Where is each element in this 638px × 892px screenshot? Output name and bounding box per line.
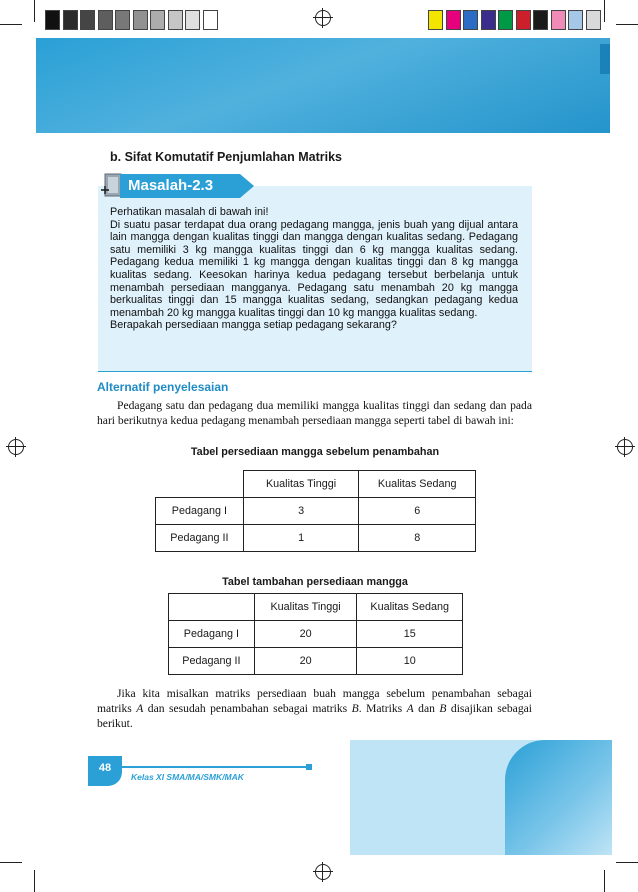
page-number: 48: [88, 756, 122, 786]
table2-header-cell: Kualitas Tinggi: [254, 594, 357, 621]
table1-header-cell: [156, 471, 244, 498]
color-swatch: [98, 10, 113, 30]
table2-header-cell: Kualitas Sedang: [357, 594, 463, 621]
problem-line-1: Perhatikan masalah di bawah ini!: [110, 206, 269, 218]
table1-cell: 3: [243, 498, 359, 525]
registration-mark-left: [8, 439, 24, 455]
table1-cell: 6: [359, 498, 476, 525]
table2-cell: Pedagang II: [169, 648, 255, 675]
color-swatch: [45, 10, 60, 30]
color-swatch: [133, 10, 148, 30]
matrix-b-symbol: B: [351, 702, 359, 715]
footer-line: [120, 766, 308, 768]
registration-mark-bottom: [315, 864, 331, 880]
closing-text: dan: [413, 702, 440, 715]
color-swatch: [516, 10, 531, 30]
color-swatch: [551, 10, 566, 30]
table1-cell: Pedagang I: [156, 498, 244, 525]
registration-mark-right: [617, 439, 633, 455]
table2-cell: 15: [357, 621, 463, 648]
footer-line-dot: [306, 764, 312, 770]
matrix-a-symbol: A: [136, 702, 144, 715]
color-swatch: [481, 10, 496, 30]
color-swatch: [115, 10, 130, 30]
table1-header-cell: Kualitas Tinggi: [243, 471, 359, 498]
problem-label-arrow: [240, 174, 254, 198]
color-swatch: [586, 10, 601, 30]
header-band-shine: [36, 38, 610, 133]
table2-cell: 10: [357, 648, 463, 675]
table2-cell: 20: [254, 621, 357, 648]
book-title: Kelas XI SMA/MA/SMK/MAK: [131, 772, 244, 782]
matrix-b-symbol: B: [439, 702, 447, 715]
table2-cell: 20: [254, 648, 357, 675]
header-band-tab: [600, 44, 610, 74]
table2-header-cell: [169, 594, 255, 621]
table1-header-cell: Kualitas Sedang: [359, 471, 476, 498]
footer-decoration-accent: [505, 740, 612, 855]
matrix-a-symbol: A: [406, 702, 414, 715]
closing-text: Jika kita misalkan matriks persediaan buah mangga sebelum penambahan sebagai matriks: [97, 687, 532, 715]
color-swatch: [428, 10, 443, 30]
color-swatch: [185, 10, 200, 30]
problem-line-2: Di suatu pasar terdapat dua orang pedagang mangga, jenis buah yang dijual antara lain mangga dengan kualitas tinggi dan mangga dengan kualitas sedang. Pedagang satu memiliki 3 kg mangga kualitas tinggi dan 6 kg mangga kualitas sedang. Pedagang kedua memiliki 1 kg mangga dengan kualitas tinggi dan 8 kg mangga kualitas sedang. Keesokan harinya kedua pedagang tersebut berbelanja untuk menambah persediaan mangganya. Pedagang satu menambah 20 kg mangga berkualitas tinggi dan 15 mangga kualitas sedang, sedangkan pedagang kedua menambah 20 kg mangga kualitas tinggi dan 10 kg mangga kualitas sedang.: [110, 218, 518, 319]
table1-cell: 8: [359, 525, 476, 552]
color-swatch: [150, 10, 165, 30]
color-swatch: [446, 10, 461, 30]
table-row: [169, 621, 463, 648]
table2: [168, 593, 463, 675]
color-swatch: [463, 10, 478, 30]
table2-cell: Pedagang I: [169, 621, 255, 648]
closing-text: dan sesudah penambahan sebagai matriks: [143, 702, 352, 715]
table-row: [156, 498, 476, 525]
color-swatch: [80, 10, 95, 30]
table2-header-row: [169, 594, 463, 621]
closing-text: disajikan sebagai berikut.: [97, 702, 532, 730]
table-row: [169, 648, 463, 675]
color-swatch: [168, 10, 183, 30]
solution-intro: [97, 398, 532, 428]
solution-title: Alternatif penyelesaian: [97, 380, 229, 394]
table2-caption: Tabel tambahan persediaan mangga: [222, 576, 408, 588]
problem-text: [110, 206, 518, 332]
color-swatch: [63, 10, 78, 30]
table-row: [156, 525, 476, 552]
color-swatch: [533, 10, 548, 30]
table1: [155, 470, 476, 552]
table1-cell: 1: [243, 525, 359, 552]
table1-caption: Tabel persediaan mangga sebelum penambahan: [190, 446, 440, 458]
problem-line-3: Berapakah persediaan mangga setiap pedagang sekarang?: [110, 319, 397, 332]
color-swatch: [568, 10, 583, 30]
color-swatch: [203, 10, 218, 30]
table1-cell: Pedagang II: [156, 525, 244, 552]
problem-label: Masalah-2.3: [120, 174, 240, 198]
solution-intro-text: Pedagang satu dan pedagang dua memiliki mangga kualitas tinggi dan sedang dan pada hari berikutnya kedua pedagang menambah persediaan mangga seperti tabel di bawah ini:: [97, 399, 532, 427]
table1-header-row: [156, 471, 476, 498]
closing-paragraph: [97, 686, 532, 731]
registration-mark-top: [315, 10, 331, 26]
color-swatch: [498, 10, 513, 30]
closing-text: . Matriks: [358, 702, 407, 715]
section-subtitle: b. Sifat Komutatif Penjumlahan Matriks: [110, 150, 342, 164]
